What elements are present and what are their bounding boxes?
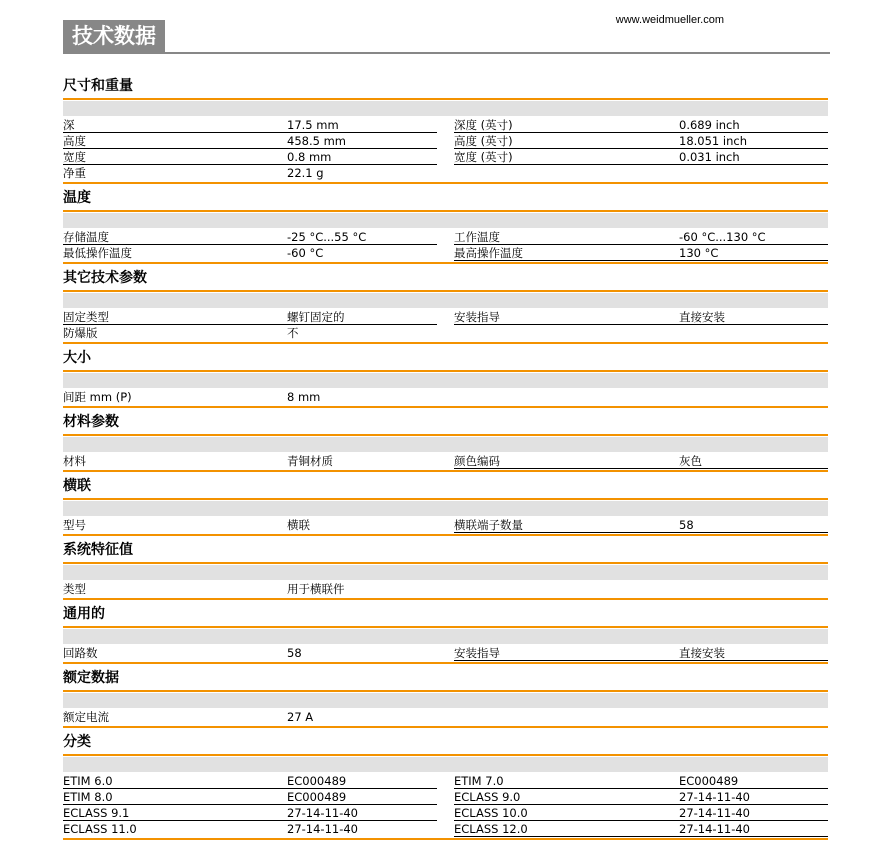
row-divider bbox=[454, 532, 828, 533]
section-title: 尺寸和重量 bbox=[63, 78, 133, 94]
spec-value: 27-14-11-40 bbox=[679, 806, 750, 820]
spec-row bbox=[63, 164, 828, 180]
section-title: 温度 bbox=[63, 190, 91, 206]
section-band bbox=[63, 565, 828, 580]
section-rule bbox=[63, 290, 828, 292]
spec-value: 27-14-11-40 bbox=[679, 822, 750, 836]
spec-row bbox=[63, 580, 828, 596]
spec-row bbox=[63, 132, 828, 148]
section-rule bbox=[63, 210, 828, 212]
spec-sections bbox=[63, 72, 828, 840]
section-title: 系统特征值 bbox=[63, 542, 133, 558]
section-band bbox=[63, 757, 828, 772]
spec-section bbox=[63, 600, 828, 664]
spec-label: 最低操作温度 bbox=[63, 246, 132, 260]
section-band bbox=[63, 101, 828, 116]
spec-value: 130 °C bbox=[679, 246, 719, 260]
spec-label: 防爆版 bbox=[63, 326, 98, 340]
spec-label: 回路数 bbox=[63, 646, 98, 660]
section-rule bbox=[63, 562, 828, 564]
row-divider bbox=[454, 468, 828, 469]
spec-value: EC000489 bbox=[287, 774, 347, 788]
spec-value: 27-14-11-40 bbox=[287, 806, 358, 820]
spec-row bbox=[63, 452, 828, 468]
section-band bbox=[63, 693, 828, 708]
section-band bbox=[63, 501, 828, 516]
spec-value: 27 A bbox=[287, 710, 314, 724]
spec-row bbox=[63, 388, 828, 404]
spec-label: 高度 bbox=[63, 134, 86, 148]
spec-row bbox=[63, 308, 828, 324]
spec-value: 8 mm bbox=[287, 390, 321, 404]
spec-value: EC000489 bbox=[287, 790, 347, 804]
spec-value: 458.5 mm bbox=[287, 134, 346, 148]
spec-section bbox=[63, 344, 828, 408]
section-title: 分类 bbox=[63, 734, 91, 750]
spec-value: 0.031 inch bbox=[679, 150, 740, 164]
spec-label: 横联端子数量 bbox=[454, 518, 523, 532]
spec-label: ETIM 8.0 bbox=[63, 790, 113, 804]
section-rule bbox=[63, 626, 828, 628]
section-rule bbox=[63, 690, 828, 692]
spec-section bbox=[63, 472, 828, 536]
spec-row bbox=[63, 820, 828, 836]
spec-value: -60 °C...130 °C bbox=[679, 230, 766, 244]
spec-label: 安装指导 bbox=[454, 646, 500, 660]
spec-label: 额定电流 bbox=[63, 710, 109, 724]
spec-row bbox=[63, 228, 828, 244]
title-rule bbox=[63, 52, 830, 54]
section-title: 额定数据 bbox=[63, 670, 119, 686]
section-band bbox=[63, 629, 828, 644]
section-rule bbox=[63, 498, 828, 500]
spec-label: ECLASS 10.0 bbox=[454, 806, 528, 820]
spec-row bbox=[63, 772, 828, 788]
spec-row bbox=[63, 804, 828, 820]
spec-value: 螺钉固定的 bbox=[287, 310, 345, 324]
spec-row bbox=[63, 244, 828, 260]
spec-value: 不 bbox=[287, 326, 299, 340]
spec-row bbox=[63, 516, 828, 532]
spec-row bbox=[63, 324, 828, 340]
spec-label: 宽度 bbox=[63, 150, 86, 164]
spec-label: ETIM 7.0 bbox=[454, 774, 504, 788]
spec-label: 固定类型 bbox=[63, 310, 109, 324]
website-url[interactable]: www.weidmueller.com bbox=[615, 14, 724, 26]
spec-section bbox=[63, 536, 828, 600]
spec-label: ECLASS 9.1 bbox=[63, 806, 130, 820]
section-rule bbox=[63, 98, 828, 100]
section-rule bbox=[63, 754, 828, 756]
spec-label: 型号 bbox=[63, 518, 86, 532]
spec-value: 58 bbox=[287, 646, 302, 660]
spec-label: 颜色编码 bbox=[454, 454, 500, 468]
spec-value: 直接安装 bbox=[679, 646, 725, 660]
spec-label: 间距 mm (P) bbox=[63, 390, 132, 404]
spec-value: 18.051 inch bbox=[679, 134, 747, 148]
spec-value: 用于横联件 bbox=[287, 582, 345, 596]
page-header bbox=[63, 14, 830, 54]
spec-value: -60 °C bbox=[287, 246, 324, 260]
row-divider bbox=[454, 836, 828, 837]
spec-value: 0.689 inch bbox=[679, 118, 740, 132]
spec-label: 安装指导 bbox=[454, 310, 500, 324]
spec-label: ECLASS 9.0 bbox=[454, 790, 521, 804]
spec-label: 最高操作温度 bbox=[454, 246, 523, 260]
spec-label: 工作温度 bbox=[454, 230, 500, 244]
spec-row bbox=[63, 788, 828, 804]
spec-value: 27-14-11-40 bbox=[679, 790, 750, 804]
spec-value: 横联 bbox=[287, 518, 310, 532]
section-rule bbox=[63, 370, 828, 372]
section-band bbox=[63, 293, 828, 308]
spec-section bbox=[63, 664, 828, 728]
spec-label: 材料 bbox=[63, 454, 86, 468]
spec-label: 深度 (英寸) bbox=[454, 118, 513, 132]
section-title: 其它技术参数 bbox=[63, 270, 147, 286]
spec-label: 深 bbox=[63, 118, 75, 132]
section-title: 材料参数 bbox=[63, 414, 119, 430]
spec-label: 存储温度 bbox=[63, 230, 109, 244]
spec-label: 高度 (英寸) bbox=[454, 134, 513, 148]
spec-label: 净重 bbox=[63, 166, 86, 180]
spec-label: 类型 bbox=[63, 582, 86, 596]
section-title: 大小 bbox=[63, 350, 91, 366]
spec-label: 宽度 (英寸) bbox=[454, 150, 513, 164]
spec-section bbox=[63, 264, 828, 344]
spec-value: -25 °C...55 °C bbox=[287, 230, 367, 244]
spec-section bbox=[63, 72, 828, 184]
spec-label: ECLASS 11.0 bbox=[63, 822, 137, 836]
spec-section bbox=[63, 408, 828, 472]
row-divider bbox=[454, 660, 828, 661]
spec-value: EC000489 bbox=[679, 774, 739, 788]
page-title: 技术数据 bbox=[63, 20, 165, 53]
spec-row bbox=[63, 116, 828, 132]
spec-value: 22.1 g bbox=[287, 166, 324, 180]
spec-section bbox=[63, 184, 828, 264]
spec-row bbox=[63, 708, 828, 724]
section-band bbox=[63, 373, 828, 388]
section-title: 横联 bbox=[63, 478, 91, 494]
spec-value: 0.8 mm bbox=[287, 150, 332, 164]
spec-value: 17.5 mm bbox=[287, 118, 339, 132]
section-title: 通用的 bbox=[63, 606, 105, 622]
spec-row bbox=[63, 148, 828, 164]
spec-row bbox=[63, 644, 828, 660]
spec-value: 灰色 bbox=[679, 454, 702, 468]
spec-value: 青铜材质 bbox=[287, 454, 333, 468]
spec-section bbox=[63, 728, 828, 840]
section-band bbox=[63, 213, 828, 228]
spec-value: 58 bbox=[679, 518, 694, 532]
spec-label: ECLASS 12.0 bbox=[454, 822, 528, 836]
row-divider bbox=[454, 260, 828, 261]
section-bottom-rule bbox=[63, 838, 828, 840]
spec-value: 直接安装 bbox=[679, 310, 725, 324]
spec-value: 27-14-11-40 bbox=[287, 822, 358, 836]
spec-label: ETIM 6.0 bbox=[63, 774, 113, 788]
section-band bbox=[63, 437, 828, 452]
section-rule bbox=[63, 434, 828, 436]
